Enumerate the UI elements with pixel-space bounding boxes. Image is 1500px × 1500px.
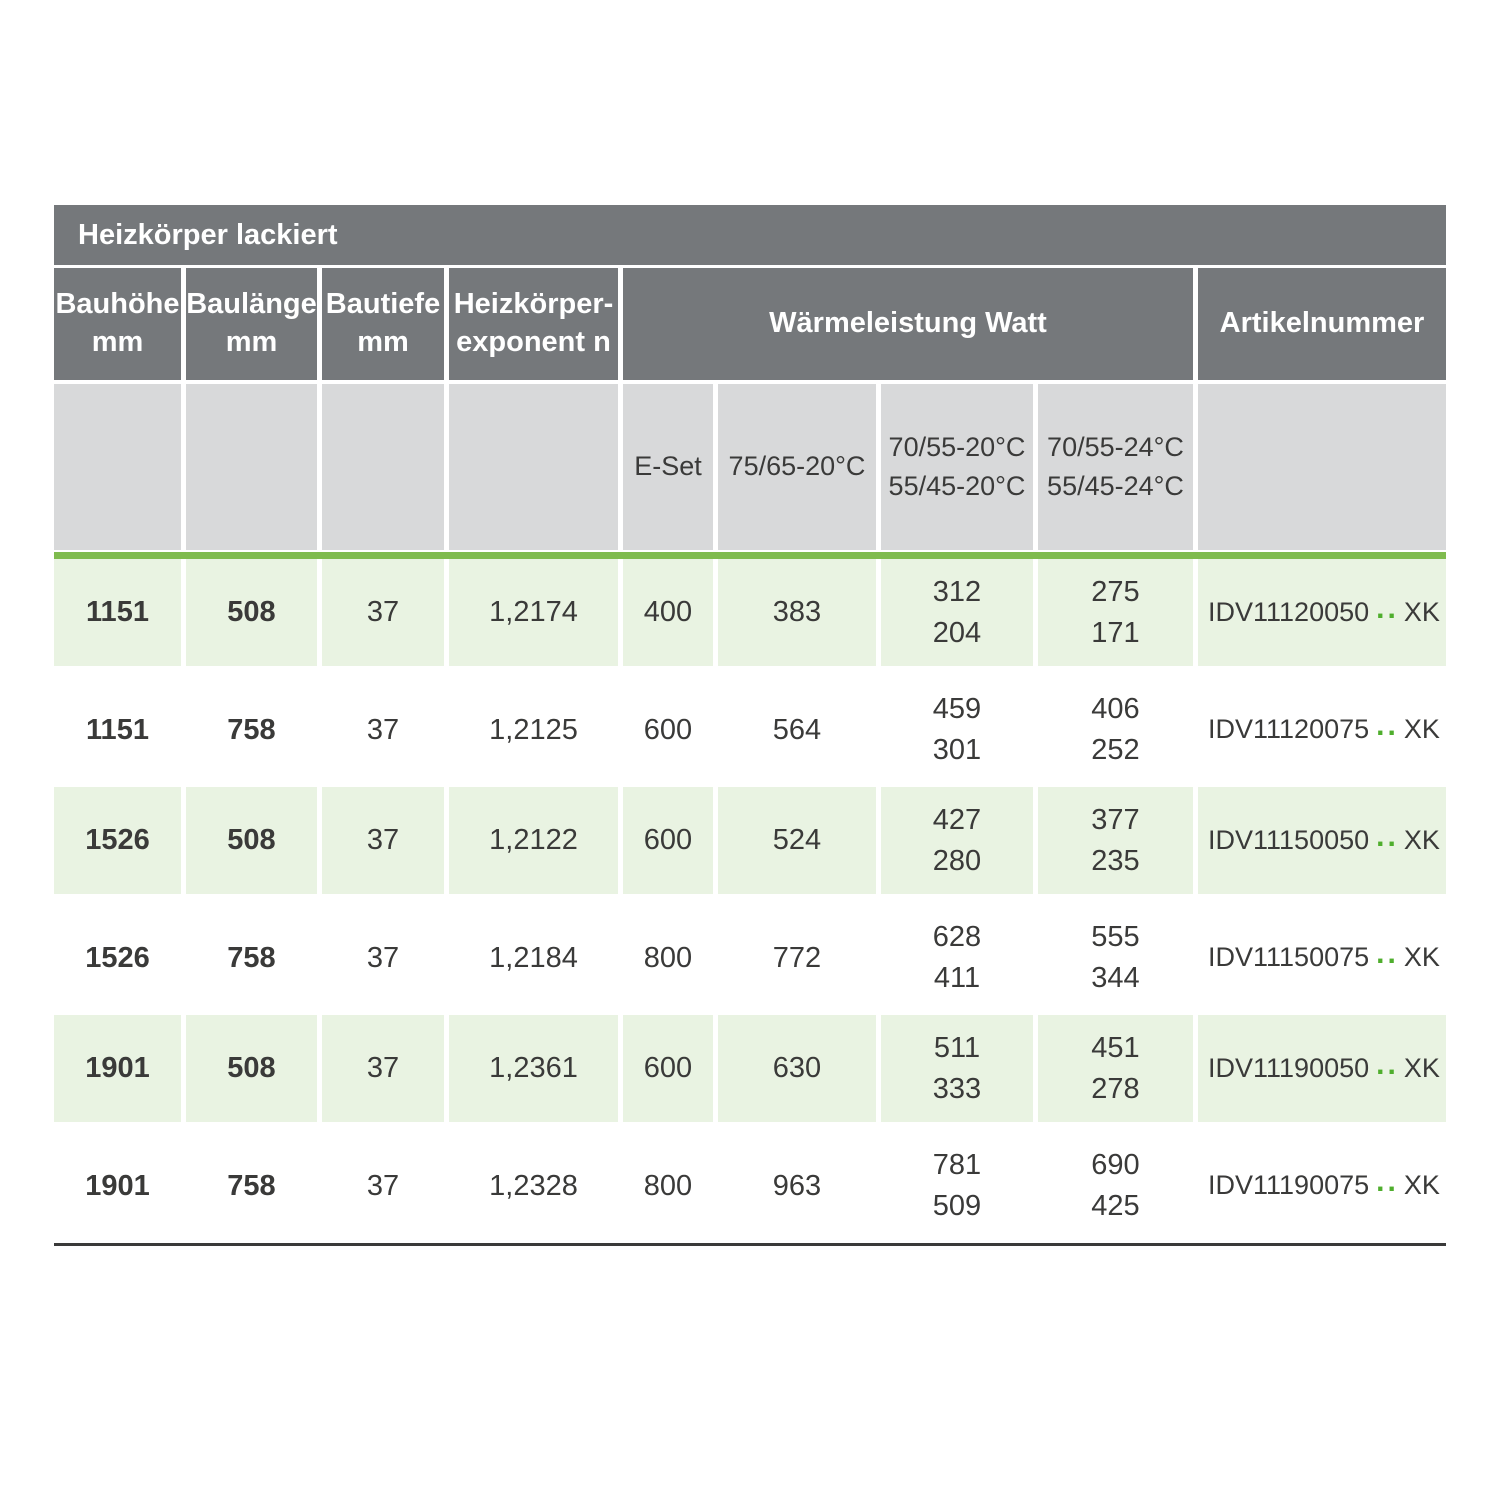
- cell-bautiefe: 37: [366, 1169, 400, 1202]
- cell-bautiefe: 37: [322, 787, 444, 894]
- cell-bauhoehe: 1526: [85, 941, 150, 974]
- subheader-empty-baulaenge: [186, 384, 317, 550]
- cell-bautiefe: 37: [366, 713, 400, 746]
- cell-exponent: 1,2174: [449, 559, 618, 666]
- cell-baulaenge: 508: [186, 1015, 317, 1122]
- subheader-empty-exponent: [449, 384, 618, 550]
- cell-exponent: 1,2184: [489, 941, 578, 974]
- table-row: [54, 559, 1446, 673]
- article-dots: ..: [1376, 1047, 1399, 1081]
- col-header-baulaenge: Baulänge mm: [186, 268, 317, 380]
- cell-eset: 400: [623, 559, 713, 666]
- cell-eset: 600: [623, 787, 713, 894]
- cell-eset: 800: [643, 941, 693, 974]
- cell-baulaenge: 758: [227, 1169, 276, 1202]
- cell-watt-20: 459 301: [932, 693, 982, 766]
- cell-bauhoehe: 1151: [54, 559, 181, 666]
- accent-divider: [54, 552, 1446, 559]
- cell-exponent: 1,2125: [489, 713, 578, 746]
- article-dots: ..: [1376, 1165, 1399, 1198]
- cell-eset: 800: [643, 1169, 693, 1202]
- table-row: [54, 673, 1446, 787]
- col-header-waermeleistung: Wärmeleistung Watt: [623, 268, 1193, 380]
- cell-bauhoehe: 1901: [54, 1015, 181, 1122]
- cell-watt-7565: 564: [772, 713, 822, 746]
- cell-watt-7565: 524: [718, 787, 876, 894]
- cell-watt-20: 312 204: [881, 559, 1033, 666]
- article-suffix: XK: [1403, 1170, 1440, 1201]
- cell-watt-20: 427 280: [881, 787, 1033, 894]
- subheader-empty-bauhoehe: [54, 384, 181, 550]
- cell-baulaenge: 758: [227, 941, 276, 974]
- article-dots: ..: [1376, 819, 1399, 853]
- cell-watt-20: 511 333: [881, 1015, 1033, 1122]
- subheader-row: [54, 384, 1446, 550]
- col-header-exponent: Heizkörper- exponent n: [449, 268, 618, 380]
- article-prefix: IDV11150075: [1208, 942, 1370, 973]
- table-title: Heizkörper lackiert: [54, 205, 1446, 265]
- cell-artikelnummer: [1198, 1129, 1446, 1243]
- article-suffix: XK: [1403, 596, 1440, 627]
- cell-watt-20: 628 411: [932, 921, 982, 994]
- cell-watt-24: 555 344: [1091, 921, 1140, 994]
- cell-exponent: 1,2361: [449, 1015, 618, 1122]
- cell-watt-24: 275 171: [1038, 559, 1193, 666]
- cell-bauhoehe: 1526: [54, 787, 181, 894]
- cell-artikelnummer: [1198, 673, 1446, 787]
- article-prefix: IDV11120075: [1208, 714, 1370, 745]
- cell-artikelnummer: [1198, 787, 1446, 894]
- article-prefix: IDV11190075: [1208, 1170, 1370, 1201]
- table-row: [54, 1129, 1446, 1243]
- cell-watt-7565: 772: [772, 941, 822, 974]
- cell-baulaenge: 758: [227, 713, 276, 746]
- col-header-bautiefe: Bautiefe mm: [322, 268, 444, 380]
- subheader-7565: 75/65-20°C: [718, 384, 876, 550]
- cell-baulaenge: 508: [186, 559, 317, 666]
- article-suffix: XK: [1403, 942, 1440, 973]
- article-prefix: IDV11190050: [1208, 1052, 1370, 1083]
- cell-exponent: 1,2328: [489, 1169, 578, 1202]
- cell-exponent: 1,2122: [449, 787, 618, 894]
- cell-bauhoehe: 1901: [85, 1169, 150, 1202]
- article-dots: ..: [1376, 937, 1399, 970]
- cell-baulaenge: 508: [186, 787, 317, 894]
- article-prefix: IDV11120050: [1208, 596, 1370, 627]
- cell-artikelnummer: [1198, 901, 1446, 1015]
- cell-eset: 600: [623, 1015, 713, 1122]
- cell-watt-24: 377 235: [1038, 787, 1193, 894]
- col-header-artikelnummer: Artikelnummer: [1198, 268, 1446, 380]
- cell-watt-24: 406 252: [1091, 693, 1140, 766]
- subheader-empty-artikelnummer: [1198, 384, 1446, 550]
- cell-bautiefe: 37: [366, 941, 400, 974]
- cell-watt-7565: 383: [718, 559, 876, 666]
- article-prefix: IDV11150050: [1208, 824, 1370, 855]
- cell-bautiefe: 37: [322, 559, 444, 666]
- table-row: [54, 787, 1446, 901]
- cell-artikelnummer: [1198, 559, 1446, 666]
- article-dots: ..: [1376, 591, 1399, 625]
- subheader-eset: E-Set: [623, 384, 713, 550]
- article-suffix: XK: [1403, 824, 1440, 855]
- subheader-7055-24: 70/55-24°C 55/45-24°C: [1038, 384, 1193, 550]
- subheader-7055-20: 70/55-20°C 55/45-20°C: [881, 384, 1033, 550]
- spec-table: [54, 205, 1446, 1246]
- article-dots: ..: [1376, 709, 1399, 742]
- cell-artikelnummer: [1198, 1015, 1446, 1122]
- cell-watt-24: 690 425: [1091, 1149, 1140, 1222]
- table-row: [54, 901, 1446, 1015]
- cell-watt-7565: 630: [718, 1015, 876, 1122]
- cell-eset: 600: [643, 713, 693, 746]
- col-header-bauhoehe: Bauhöhe mm: [54, 268, 181, 380]
- table-bottom-rule: [54, 1243, 1446, 1246]
- cell-bautiefe: 37: [322, 1015, 444, 1122]
- cell-watt-20: 781 509: [932, 1149, 982, 1222]
- article-suffix: XK: [1403, 1052, 1440, 1083]
- table-row: [54, 1015, 1446, 1129]
- article-suffix: XK: [1403, 714, 1440, 745]
- subheader-empty-bautiefe: [322, 384, 444, 550]
- cell-watt-24: 451 278: [1038, 1015, 1193, 1122]
- cell-bauhoehe: 1151: [86, 713, 149, 746]
- cell-watt-7565: 963: [772, 1169, 822, 1202]
- header-row: [54, 268, 1446, 380]
